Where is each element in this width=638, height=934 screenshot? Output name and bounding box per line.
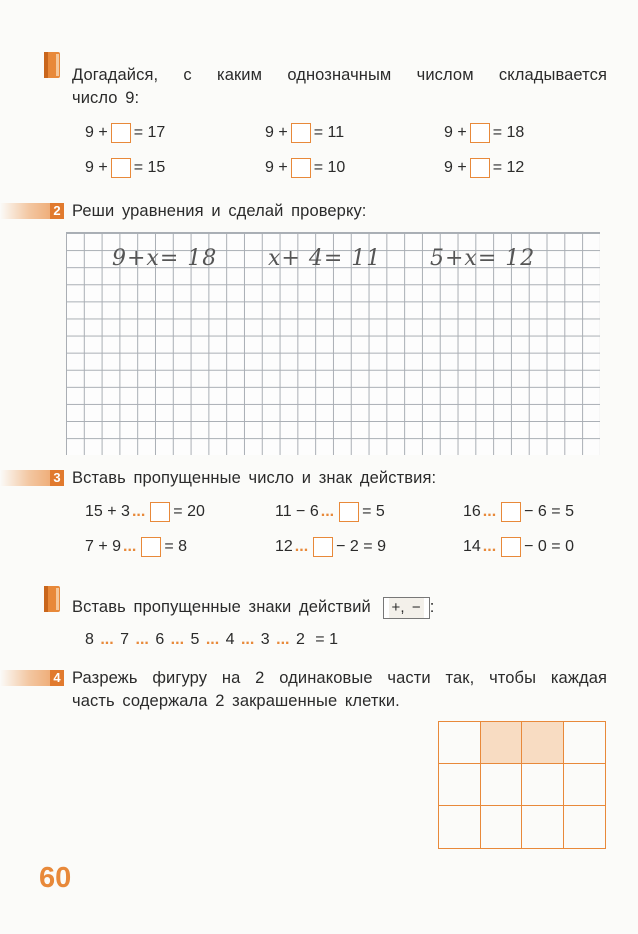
answer-box[interactable]	[111, 123, 131, 143]
blank-dots[interactable]: ...	[100, 631, 114, 648]
task-3-equation: 12 ... − 2 = 9	[275, 538, 386, 555]
blank-dots[interactable]: ...	[135, 631, 149, 648]
blank-dots[interactable]: ...	[170, 631, 185, 648]
cutting-figure[interactable]	[438, 721, 606, 849]
shaded-cell[interactable]	[522, 722, 564, 764]
task-3-equation: 7 + 9 ... = 8	[85, 538, 188, 555]
blank-dots[interactable]: ...	[205, 631, 220, 648]
blank-dots[interactable]: ...	[276, 631, 290, 648]
colon: :	[429, 598, 435, 616]
operation-signs: +, −	[389, 598, 424, 618]
grid-cell[interactable]	[564, 806, 606, 848]
handwritten-equation: 5+x= 12	[430, 246, 536, 271]
task-a-equation: 9 + = 10	[265, 159, 346, 176]
task-4-text-line1: Разрежь фигуру на 2 одинаковые части так, чтобы каждая	[72, 669, 607, 687]
page-number: 60	[39, 862, 72, 894]
task-number-badge	[0, 470, 64, 486]
handwritten-equation: x+ 4= 11	[268, 246, 382, 271]
operation-signs-box	[383, 597, 430, 619]
task-a-equation: 9 + = 11	[265, 124, 345, 141]
task-3-equation: 16 ... − 6 = 5	[463, 503, 574, 520]
task-3-equation: 14 ... − 0 = 0	[463, 538, 574, 555]
task-a-equation: 9 + = 15	[85, 159, 166, 176]
task-b-text: Вставь пропущенные знаки действий	[72, 598, 371, 616]
task-number: 3	[50, 470, 64, 486]
chain-number: 4	[225, 631, 235, 648]
task-3-text: Вставь пропущенные число и знак действия:	[72, 469, 437, 487]
chain-number: 8	[85, 631, 94, 648]
shaded-cell[interactable]	[481, 722, 523, 764]
answer-box[interactable]	[470, 158, 490, 178]
answer-box[interactable]	[501, 537, 521, 557]
task-2-text: Реши уравнения и сделай проверку:	[72, 202, 367, 220]
task-number-badge	[0, 670, 64, 686]
book-icon	[41, 584, 63, 614]
answer-box[interactable]	[501, 502, 521, 522]
task-a-equation: 9 + = 18	[444, 124, 525, 141]
chain-result: = 1	[315, 631, 338, 648]
chain-number: 6	[155, 631, 165, 648]
book-icon	[41, 50, 63, 80]
answer-box[interactable]	[150, 502, 170, 522]
task-a-equation: 9 + = 17	[85, 124, 166, 141]
chain-number: 2	[295, 631, 305, 648]
task-number-badge	[0, 203, 64, 219]
answer-box[interactable]	[291, 123, 311, 143]
task-3-equation: 11 − 6 ... = 5	[275, 503, 385, 520]
answer-box[interactable]	[291, 158, 311, 178]
answer-box[interactable]	[141, 537, 161, 557]
chain-number: 7	[120, 631, 130, 648]
grid-cell[interactable]	[481, 764, 523, 806]
answer-box[interactable]	[470, 123, 490, 143]
task-number: 4	[50, 670, 64, 686]
grid-cell[interactable]	[522, 764, 564, 806]
number-chain	[85, 630, 338, 650]
task-4-text-line2: часть содержала 2 закрашенные клетки.	[72, 692, 400, 710]
grid-cell[interactable]	[439, 764, 481, 806]
task-b-text-row	[72, 596, 434, 619]
grid-cell[interactable]	[481, 806, 523, 848]
task-a-equation: 9 + = 12	[444, 159, 525, 176]
answer-box[interactable]	[313, 537, 333, 557]
answer-box[interactable]	[339, 502, 359, 522]
task-number: 2	[50, 203, 64, 219]
grid-cell[interactable]	[564, 722, 606, 764]
blank-dots[interactable]: ...	[240, 631, 255, 648]
task-a-text-line2: число 9:	[72, 89, 140, 107]
chain-number: 3	[260, 631, 270, 648]
grid-cell[interactable]	[564, 764, 606, 806]
grid-cell[interactable]	[439, 722, 481, 764]
grid-cell[interactable]	[522, 806, 564, 848]
answer-box[interactable]	[111, 158, 131, 178]
task-3-equation: 15 + 3 ... = 20	[85, 503, 205, 520]
handwritten-equation: 9+x= 18	[112, 246, 218, 271]
grid-cell[interactable]	[439, 806, 481, 848]
task-a-text-line1: Догадайся, с каким однозначным числом складывается	[72, 66, 607, 84]
chain-number: 5	[190, 631, 200, 648]
